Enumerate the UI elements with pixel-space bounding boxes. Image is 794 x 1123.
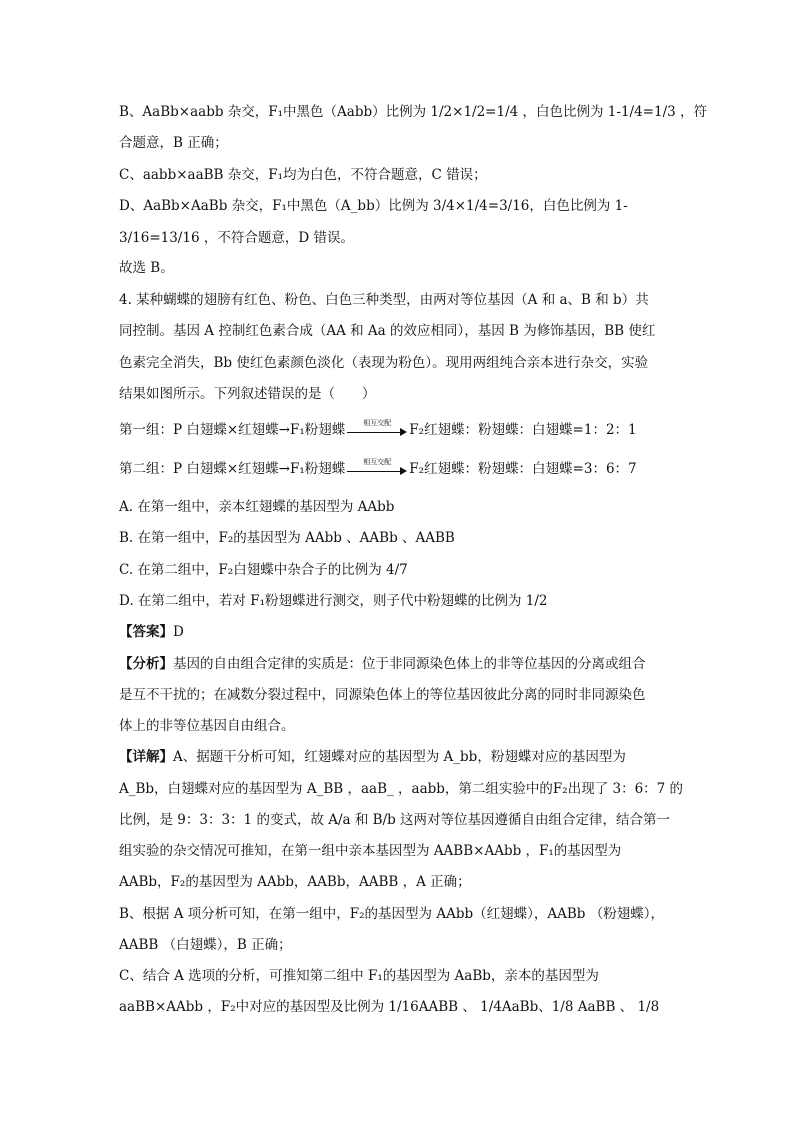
analysis-tag: 【分析】 <box>119 656 173 672</box>
analysis-text: 基因的自由组合定律的实质是：位于非同源染色体上的非等位基因的分离或组合 <box>173 656 646 672</box>
cross-group-1-parents: 第一组：P 白翅蝶×红翅蝶→F₁粉翅蝶 <box>119 422 346 438</box>
question-4-stem-line-4: 结果如图所示。下列叙述错误的是（ ） <box>119 386 376 402</box>
analysis-line-1 <box>119 654 679 674</box>
option-a: A. 在第一组中，亲本红翅蝶的基因型为 AAbb <box>119 499 395 515</box>
detail-tag: 【详解】 <box>119 749 173 765</box>
question-4-stem-line-2: 同控制。基因 A 控制红色素合成（AA 和 Aa 的效应相同），基因 B 为修饰基因，BB 使红 <box>119 323 656 339</box>
detail-line-4: 组实验的杂交情况可推知，在第一组中亲本基因型为 AABB×AAbb ，F₁的基因型为 <box>119 843 622 859</box>
text-line-b-conclusion: 合题意，B 正确； <box>119 135 228 151</box>
text-line-d-option-explanation: D、AaBb×AaBb 杂交，F₁中黑色（A_bb）比例为 3/4×1/4=3/16，白色比例为 1- <box>119 198 628 214</box>
cross-group-2-ratio: F₂红翅蝶：粉翅蝶：白翅蝶=3：6：7 <box>409 461 637 477</box>
cross-group-1-ratio: F₂红翅蝶：粉翅蝶：白翅蝶=1：2：1 <box>409 422 637 438</box>
detail-text: A、据题干分析可知，红翅蝶对应的基因型为 A_bb，粉翅蝶对应的基因型为 <box>173 749 626 765</box>
question-4-stem-line-1: 4. 某种蝴蝶的翅膀有红色、粉色、白色三种类型，由两对等位基因（A 和 a、B 和 b）共 <box>119 292 649 308</box>
detail-line-7: AABB （白翅蝶），B 正确； <box>119 937 292 953</box>
arrow-label: 相互交配 <box>363 418 392 427</box>
text-line-d-conclusion: 3/16=13/16 ，不符合题意，D 错误。 <box>119 230 354 246</box>
analysis-line-2: 是互不干扰的；在减数分裂过程中，同源染色体上的等位基因彼此分离的同时非同源染色 <box>119 687 646 703</box>
option-d: D. 在第二组中，若对 F₁粉翅蝶进行测交，则子代中粉翅蝶的比例为 1/2 <box>119 593 548 609</box>
text-line-c-option-explanation: C、aabb×aaBB 杂交，F₁均为白色，不符合题意，C 错误； <box>119 167 487 183</box>
detail-line-9: aaBB×AAbb ，F₂中对应的基因型及比例为 1/16AABB 、 1/4AaBb、1/8 AaBB 、 1/8 <box>119 999 660 1015</box>
question-4-stem-line-3: 色素完全消失，Bb 使红色素颜色淡化（表现为粉色）。现用两组纯合亲本进行杂交，实验 <box>119 355 649 371</box>
detail-line-1 <box>119 747 679 767</box>
option-c: C. 在第二组中，F₂白翅蝶中杂合子的比例为 4/7 <box>119 562 408 578</box>
text-line-choose-b: 故选 B。 <box>119 260 174 276</box>
answer-tag: 【答案】 <box>119 624 173 640</box>
detail-line-8: C、结合 A 选项的分析，可推知第二组中 F₁的基因型为 AaBb，亲本的基因型为 <box>119 968 599 984</box>
detail-line-5: AABb，F₂的基因型为 AAbb，AABb，AABB ，A 正确； <box>119 874 471 890</box>
cross-group-1 <box>119 420 679 440</box>
mating-arrow-icon <box>347 418 407 439</box>
answer-line <box>119 622 679 642</box>
mating-arrow-icon <box>347 457 407 478</box>
text-line-b-option-explanation: B、AaBb×aabb 杂交，F₁中黑色（Aabb）比例为 1/2×1/2=1/4 ，白色比例为 1-1/4=1/3 ，符 <box>119 104 708 120</box>
detail-line-2: A_Bb，白翅蝶对应的基因型为 A_BB ，aaB_ ，aabb，第二组实验中的F₂出现了 3：6：7 的 <box>119 781 684 797</box>
option-b: B. 在第一组中，F₂的基因型为 AAbb 、AABb 、AABB <box>119 530 455 546</box>
analysis-line-3: 体上的非等位基因自由组合。 <box>119 718 295 734</box>
cross-group-2 <box>119 459 679 479</box>
answer-value: D <box>173 624 184 640</box>
arrow-label: 相互交配 <box>363 457 392 466</box>
detail-line-3: 比例，是 9：3：3：1 的变式，故 A/a 和 B/b 这两对等位基因遵循自由组合定律，结合第一 <box>119 812 671 828</box>
cross-group-2-parents: 第二组：P 白翅蝶×红翅蝶→F₁粉翅蝶 <box>119 461 346 477</box>
detail-line-6: B、根据 A 项分析可知，在第一组中，F₂的基因型为 AAbb（红翅蝶），AABb （粉翅蝶）， <box>119 906 664 922</box>
